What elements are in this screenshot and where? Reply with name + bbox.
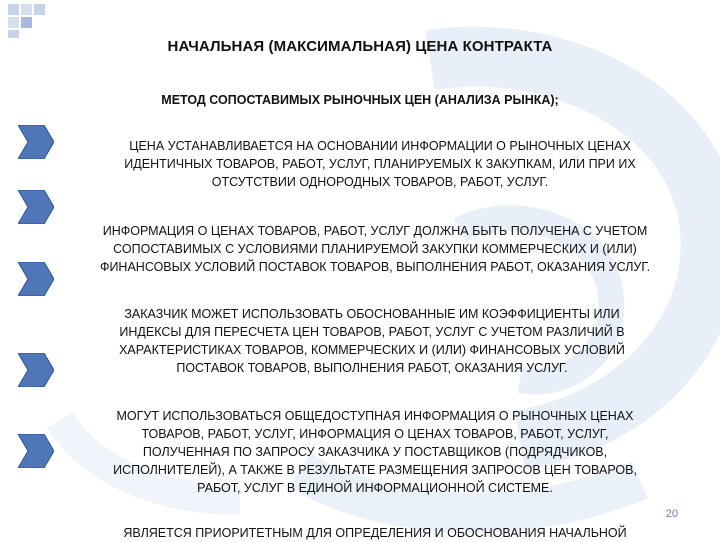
- paragraph-public-information: [55, 407, 695, 497]
- text-line: ОТСУТСТВИИ ОДНОРОДНЫХ ТОВАРОВ, РАБОТ, УСЛУГ.: [211, 175, 549, 189]
- paragraph-market-price-basis: [70, 137, 690, 191]
- text-line: ИНФОРМАЦИЯ О ЦЕНАХ ТОВАРОВ, РАБОТ, УСЛУГ ДОЛЖНА БЫТЬ ПОЛУЧЕНА С УЧЕТОМ: [102, 224, 648, 238]
- text-line: ИНДЕКСЫ ДЛЯ ПЕРЕСЧЕТА ЦЕН ТОВАРОВ, РАБОТ, УСЛУГ С УЧЕТОМ РАЗЛИЧИЙ В: [119, 325, 625, 339]
- text-line: ЗАКАЗЧИК МОЖЕТ ИСПОЛЬЗОВАТЬ ОБОСНОВАННЫЕ ИМ КОЭФФИЦИЕНТЫ ИЛИ: [124, 307, 620, 321]
- text-line: ТОВАРОВ, РАБОТ, УСЛУГ, ИНФОРМАЦИЯ О ЦЕНАХ ТОВАРОВ, РАБОТ, УСЛУГ,: [141, 427, 609, 441]
- paragraph-coefficients: [62, 305, 682, 377]
- text-line: ПОЛУЧЕННАЯ ПО ЗАПРОСУ ЗАКАЗЧИКА У ПОСТАВЩИКОВ (ПОДРЯДЧИКОВ,: [142, 445, 608, 459]
- text-line: СОПОСТАВИМЫХ С УСЛОВИЯМИ ПЛАНИРУЕМОЙ ЗАКУПКИ КОММЕРЧЕСКИХ И (ИЛИ): [113, 242, 637, 256]
- chevron-arrow-icon: [18, 125, 54, 159]
- chevron-arrow-icon: [18, 190, 54, 224]
- corner-squares-decoration: [0, 0, 60, 40]
- text-line: МОГУТ ИСПОЛЬЗОВАТЬСЯ ОБЩЕДОСТУПНАЯ ИНФОРМАЦИЯ О РЫНОЧНЫХ ЦЕНАХ: [116, 409, 634, 423]
- chevron-arrow-icon: [18, 262, 54, 296]
- paragraph-price-information: [55, 222, 695, 276]
- text-line: ПОСТАВОК ТОВАРОВ, ВЫПОЛНЕНИЯ РАБОТ, ОКАЗАНИЯ УСЛУГ.: [176, 361, 568, 375]
- chevron-arrow-icon: [18, 353, 54, 387]
- text-line: РАБОТ, УСЛУГ В ЕДИНОЙ ИНФОРМАЦИОННОЙ СИСТЕМЕ.: [197, 481, 553, 495]
- text-line: ЯВЛЯЕТСЯ ПРИОРИТЕТНЫМ ДЛЯ ОПРЕДЕЛЕНИЯ И ОБОСНОВАНИЯ НАЧАЛЬНОЙ: [123, 526, 627, 540]
- chevron-arrow-icon: [18, 434, 54, 468]
- paragraph-priority: [55, 524, 695, 542]
- text-line: ФИНАНСОВЫХ УСЛОВИЙ ПОСТАВОК ТОВАРОВ, ВЫПОЛНЕНИЯ РАБОТ, ОКАЗАНИЯ УСЛУГ.: [99, 260, 651, 274]
- text-line: ИСПОЛНИТЕЛЕЙ), А ТАКЖЕ В РЕЗУЛЬТАТЕ РАЗМЕЩЕНИЯ ЗАПРОСОВ ЦЕН ТОВАРОВ,: [113, 463, 637, 477]
- slide-title: НАЧАЛЬНАЯ (МАКСИМАЛЬНАЯ) ЦЕНА КОНТРАКТА: [167, 38, 553, 55]
- page-number: 20: [665, 508, 678, 520]
- text-line: ИДЕНТИЧНЫХ ТОВАРОВ, РАБОТ, УСЛУГ, ПЛАНИРУЕМЫХ К ЗАКУПКАМ, ИЛИ ПРИ ИХ: [124, 157, 636, 171]
- text-line: ХАРАКТЕРИСТИКАХ ТОВАРОВ, КОММЕРЧЕСКИХ И (ИЛИ) ФИНАНСОВЫХ УСЛОВИЙ: [119, 343, 625, 357]
- slide-subtitle: МЕТОД СОПОСТАВИМЫХ РЫНОЧНЫХ ЦЕН (АНАЛИЗА РЫНКА);: [161, 93, 559, 107]
- text-line: ЦЕНА УСТАНАВЛИВАЕТСЯ НА ОСНОВАНИИ ИНФОРМАЦИИ О РЫНОЧНЫХ ЦЕНАХ: [129, 139, 631, 153]
